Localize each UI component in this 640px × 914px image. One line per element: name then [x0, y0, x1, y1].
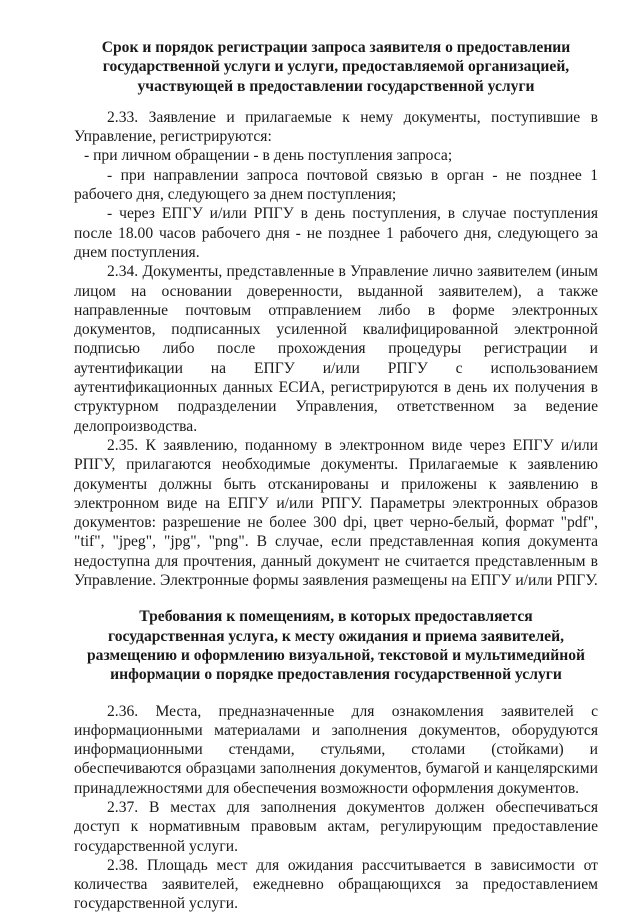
paragraph-2-33-item-postal: - при направлении запроса почтовой связью в орган - не позднее 1 рабочего дня, следующего за днем поступления; [74, 166, 598, 204]
heading-line: участвующей в предоставлении государственной услуги [137, 77, 535, 95]
section-heading-registration [74, 38, 598, 96]
heading-line: государственной услуги и услуги, предоставляемой организацией, [102, 58, 570, 76]
paragraph-2-33-item-online: - через ЕПГУ и/или РПГУ в день поступления, в случае поступления после 18.00 часов рабочего дня - не позднее 1 рабочего дня, следующего за днем поступления. [74, 205, 598, 261]
paragraph-2-34: 2.34. Документы, представленные в Управление лично заявителем (иным лицом на основании доверенности, выданной заявителем), а также направленные почтовым отправлением либо в форме электронных документов, подписанных усиленной квалифицированной электронной подписью либо после прохождения процедуры регистрации и аутентификации на ЕПГУ и/или РПГУ с использованием аутентификационных данных ЕСИА, регистрируются в день их получения в структурном подразделении Управления, ответственном за ведение делопроизводства. [74, 263, 598, 435]
section-heading-premises [74, 607, 598, 684]
paragraph-2-33-item-personal: - при личном обращении - в день поступления запроса; [84, 147, 453, 165]
paragraph-2-36: 2.36. Места, предназначенные для ознакомления заявителей с информационными материалами и заполнения документов, оборудуются информационными стендами, стульями, столами (стойками) и обеспечиваются образцами заполнения документов, бумагой и канцелярскими принадлежностями для обеспечения возможности оформления документов. [74, 702, 598, 797]
heading-line: Требования к помещениям, в которых предоставляется [139, 608, 533, 626]
paragraph-2-37: 2.37. В местах для заполнения документов должен обеспечиваться доступ к нормативным правовым актам, регулирующим предоставление государственной услуги. [74, 798, 598, 855]
paragraph-2-33: 2.33. Заявление и прилагаемые к нему документы, поступившие в Управление, регистрируются: [74, 108, 598, 146]
paragraph-2-38: 2.38. Площадь мест для ожидания рассчитывается в зависимости от количества заявителей, ежедневно обращающихся за предоставлением государственной услуги. [74, 856, 598, 913]
paragraph-2-35: 2.35. К заявлению, поданному в электронном виде через ЕПГУ и/или РПГУ, прилагаются необходимые документы. Прилагаемые к заявлению документы должны быть отсканированы и приложены к заявлению в электронном виде на ЕПГУ и/или РПГУ. Параметры электронных образов документов: разрешение не более 300 dpi, цвет черно-белый, формат "pdf", "tif", "jpeg", "jpg", "png". В случае, если представленная копия документа недоступна для прочтения, данный документ не считается представленным в Управление. Электронные формы заявления размещены на ЕПГУ и/или РПГУ. [74, 436, 598, 590]
heading-line: государственная услуга, к месту ожидания и приема заявителей, [108, 627, 564, 645]
heading-line: информации о порядке предоставления государственной услуги [110, 666, 562, 684]
heading-line: Срок и порядок регистрации запроса заявителя о предоставлении [101, 39, 571, 56]
heading-line: размещению и оформлению визуальной, текстовой и мультимедийной [86, 646, 585, 664]
